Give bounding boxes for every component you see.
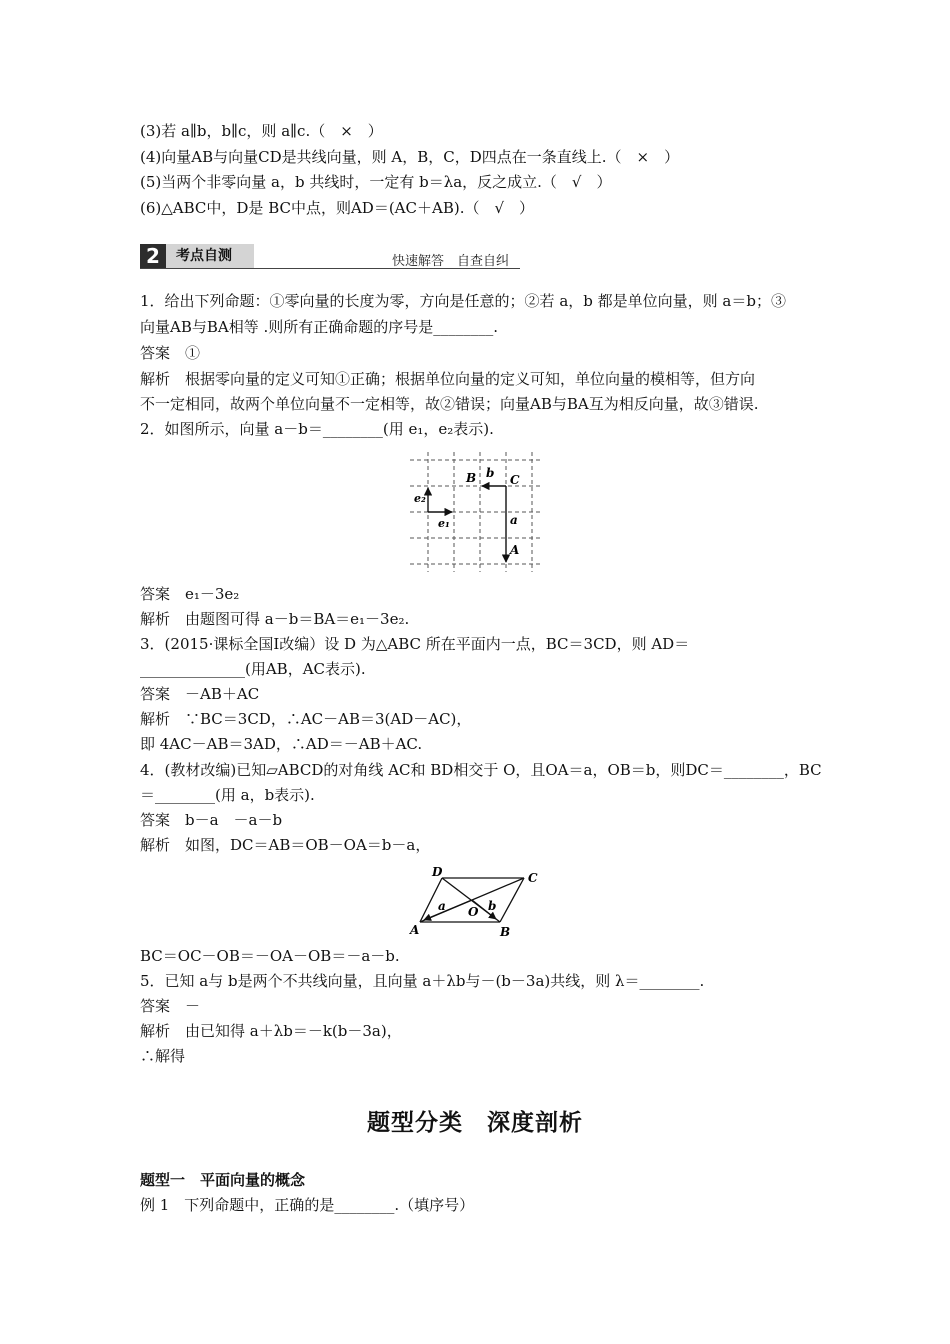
p5-question: 5．已知 a与 b是两个不共线向量，且向量 a＋λb与－(b－3a)共线，则 λ＝________. bbox=[140, 972, 705, 990]
p3-analysis-1: 解析 ∵BC＝3CD，∴AC－AB＝3(AD－AC)， bbox=[140, 710, 472, 728]
type-heading: 题型一 平面向量的概念 bbox=[140, 1171, 306, 1189]
p2-answer: 答案 e₁－3e₂ bbox=[140, 585, 240, 603]
section-title: 考点自测 bbox=[166, 244, 254, 268]
p1-answer: 答案 ① bbox=[140, 344, 201, 362]
example-1: 例 1 下列命题中，正确的是________.（填序号） bbox=[140, 1196, 475, 1214]
p4-answer: 答案 b－a －a－b bbox=[140, 811, 283, 829]
p5-solve: ∴解得 bbox=[140, 1047, 186, 1065]
p1-line1: 1．给出下列命题：①零向量的长度为零，方向是任意的；②若 a，b 都是单位向量，则 a＝b；③ bbox=[140, 292, 786, 310]
p3-question-1: 3．(2015·课标全国Ⅰ改编）设 D 为△ABC 所在平面内一点，BC＝3CD，则 AD＝ bbox=[140, 635, 690, 653]
grid-label-A: A bbox=[510, 543, 520, 557]
judgment-3: (3)若 a∥b，b∥c，则 a∥c.（ × ） bbox=[140, 122, 383, 140]
grid-label-C: C bbox=[510, 473, 520, 487]
para-label-B: B bbox=[500, 925, 511, 939]
p4-analysis-2: BC＝OC－OB＝－OA－OB＝－a－b. bbox=[140, 947, 400, 965]
judgment-6: (6)△ABC中，D是 BC中点，则AD＝(AC＋AB).（ √ ） bbox=[140, 199, 535, 217]
p1-analysis-2: 不一定相同，故两个单位向量不一定相等，故②错误；向量AB与BA互为相反向量，故③错误. bbox=[140, 395, 759, 413]
para-label-A: A bbox=[410, 923, 420, 937]
main-title: 题型分类 深度剖析 bbox=[367, 1110, 583, 1136]
grid-label-B: B bbox=[466, 471, 477, 485]
vector-OA bbox=[424, 900, 472, 920]
para-label-a: a bbox=[438, 899, 446, 913]
p5-answer: 答案 － bbox=[140, 997, 201, 1015]
section-header bbox=[140, 244, 520, 268]
para-label-b: b bbox=[488, 899, 497, 913]
p2-question: 2．如图所示，向量 a－b＝________(用 e₁，e₂表示). bbox=[140, 420, 494, 438]
p2-analysis: 解析 由题图可得 a－b＝BA＝e₁－3e₂. bbox=[140, 610, 410, 628]
grid-label-b: b bbox=[486, 466, 495, 480]
p3-question-2: ______________(用AB，AC表示). bbox=[140, 660, 366, 678]
p4-analysis-1: 解析 如图，DC＝AB＝OB－OA＝b－a， bbox=[140, 836, 431, 854]
para-label-O: O bbox=[468, 905, 479, 919]
grid-vector-figure bbox=[410, 452, 542, 572]
section-rule bbox=[140, 268, 520, 269]
p4-question-2: ＝________(用 a，b表示). bbox=[140, 786, 315, 804]
para-label-C: C bbox=[528, 871, 538, 885]
judgment-4: (4)向量AB与向量CD是共线向量，则 A，B，C，D四点在一条直线上.（ × ） bbox=[140, 148, 680, 166]
p1-line2: 向量AB与BA相等 .则所有正确命题的序号是________. bbox=[140, 318, 499, 336]
side-BC bbox=[500, 878, 524, 922]
p3-analysis-2: 即 4AC－AB＝3AD，∴AD＝－AB＋AC. bbox=[140, 735, 423, 753]
para-label-D: D bbox=[432, 865, 443, 879]
parallelogram-figure bbox=[406, 864, 556, 940]
p1-analysis-1: 解析 根据零向量的定义可知①正确；根据单位向量的定义可知，单位向量的模相等，但方向 bbox=[140, 370, 756, 388]
grid-label-e2: e₂ bbox=[414, 492, 426, 505]
section-number: 2 bbox=[140, 244, 166, 268]
section-subtitle: 快速解答 自查自纠 bbox=[392, 254, 510, 269]
grid-label-e1: e₁ bbox=[438, 517, 450, 530]
p5-analysis: 解析 由已知得 a＋λb＝－k(b－3a)， bbox=[140, 1022, 402, 1040]
grid-label-a: a bbox=[510, 513, 518, 527]
p3-answer: 答案 －AB＋AC bbox=[140, 685, 260, 703]
p4-question-1: 4．(教材改编)已知▱ABCD的对角线 AC和 BD相交于 O，且OA＝a，OB＝b，则DC＝________，BC bbox=[140, 761, 822, 779]
judgment-5: (5)当两个非零向量 a，b 共线时，一定有 b＝λa，反之成立.（ √ ） bbox=[140, 173, 612, 191]
